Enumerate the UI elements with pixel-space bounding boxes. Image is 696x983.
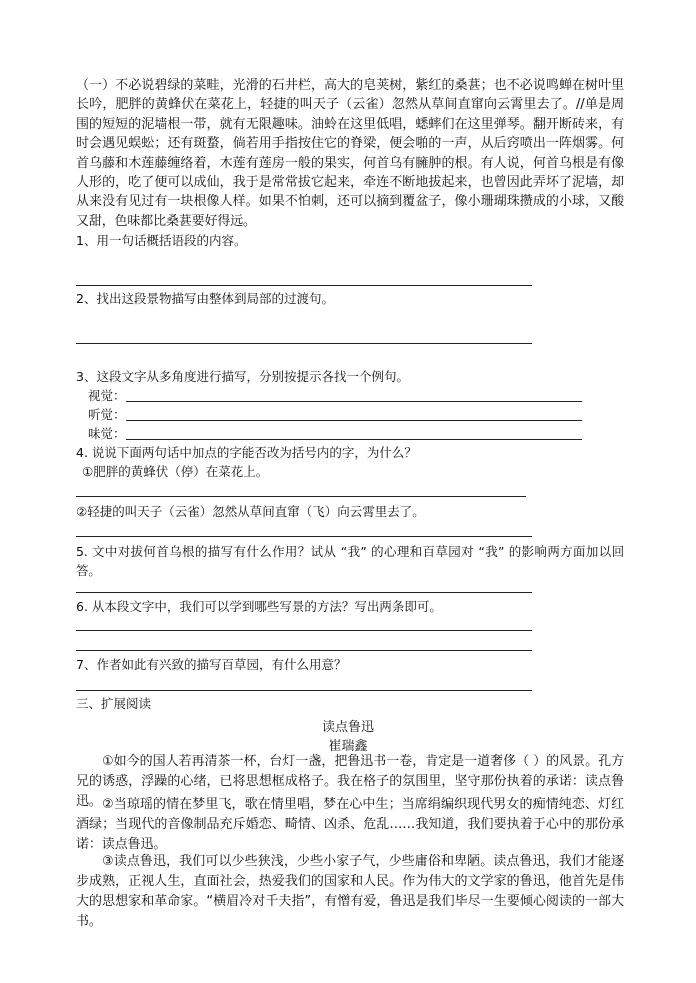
answer-line-4b[interactable] bbox=[76, 536, 532, 537]
article-paragraph-1: ①如今的国人若再清茶一杯，台灯一盏，把鲁迅书一卷，肯定是一道奢侈（ ）的风景。孔方兄的诱惑，浮躁的心绪，已将思想框成格子。我在格子的氛围里，坚守那份执着的承诺：读点鲁迅。 bbox=[76, 754, 624, 809]
answer-line-5[interactable] bbox=[76, 592, 532, 593]
answer-line-7[interactable] bbox=[76, 690, 532, 691]
question-3: 3、这段文字从多角度进行描写，分别按提示各找一个例句。 bbox=[76, 369, 409, 384]
question-7: 7、作者如此有兴致的描写百草园，有什么用意？ bbox=[76, 657, 347, 672]
question-4: 4. 说说下面两句话中加点的字能否改为括号内的字，为什么？ bbox=[76, 445, 417, 460]
section-heading: 三、扩展阅读 bbox=[76, 696, 152, 711]
answer-line-6b[interactable] bbox=[76, 650, 532, 651]
reading-passage: （一）不必说碧绿的菜畦，光滑的石井栏，高大的皂荚树，紫红的桑葚；也不必说鸣蝉在树叶里长吟，肥胖的黄蜂伏在菜花上，轻捷的叫天子（云雀）忽然从草间直窜向云霄里去了。//单是周围的短短的泥墙根一带，就有无限趣味。油蛉在这里低唱，蟋蟀们在这里弹琴。翻开断砖来，有时会遇见蜈蚣；还有斑蝥，倘若用手指按住它的脊梁，便会啪的一声，从后窍喷出一阵烟雾。何首乌藤和木莲藤缠络着，木莲有莲房一般的果实，何首乌有臃肿的根。有人说，何首乌根是有像人形的，吃了便可以成仙，我于是常常拔它起来，牵连不断地拔起来，也曾因此弄坏了泥墙，却从来没有见过有一块根像人样。如果不怕刺，还可以摘到覆盆子，像小珊瑚珠攒成的小球，又酸又甜，色味都比桑葚要好得远。 bbox=[76, 78, 624, 229]
visual-label: 视觉： bbox=[88, 388, 126, 403]
answer-line-4a[interactable] bbox=[76, 496, 526, 497]
question-4-sentence-a: ①肥胖的黄蜂伏（停）在菜花上。 bbox=[82, 464, 269, 479]
question-4-sentence-b: ②轻捷的叫天子（云雀）忽然从草间直窜（飞）向云霄里去了。 bbox=[76, 504, 425, 519]
answer-line-2[interactable] bbox=[76, 343, 532, 344]
article-author: 崔瑞鑫 bbox=[328, 739, 368, 754]
article-title: 读点鲁迅 bbox=[321, 720, 374, 735]
article-paragraph-3: ③读点鲁迅，我们可以少些狭浅，少些小家子气，少些庸俗和卑陋。读点鲁迅，我们才能逐步成熟，正视人生，直面社会，热爱我们的国家和人民。作为伟大的文学家的鲁迅，他首先是伟大的思想家和革命家。“横眉冷对千夫指”，有憎有爱，鲁迅是我们毕尽一生要倾心阅读的一部大书。 bbox=[76, 854, 624, 929]
taste-label: 味觉： bbox=[88, 426, 126, 441]
question-2: 2、找出这段景物描写由整体到局部的过渡句。 bbox=[76, 291, 334, 306]
hearing-answer-line[interactable] bbox=[126, 420, 582, 421]
question-6: 6. 从本段文字中，我们可以学到哪些写景的方法？写出两条即可。 bbox=[76, 599, 442, 614]
visual-answer-line[interactable] bbox=[126, 401, 582, 402]
answer-line-1[interactable] bbox=[76, 285, 532, 286]
taste-answer-line[interactable] bbox=[126, 439, 582, 440]
article-paragraph-2: ②当琼瑶的情在梦里飞，歌在情里唱，梦在心中生；当席绢编织现代男女的痴情纯恋、灯红酒绿；当现代的音像制品充斥婚恋、畸情、凶杀、危乱……我知道，我们要执着于心中的那份承诺：读点鲁迅。 bbox=[76, 797, 624, 852]
answer-line-6a[interactable] bbox=[76, 630, 532, 631]
question-5: 5. 文中对拔何首乌根的描写有什么作用？试从 “我” 的心理和百草园对 “我” 的影响两方面加以回答。 bbox=[76, 544, 624, 579]
hearing-label: 听觉： bbox=[88, 407, 126, 422]
question-1: 1、用一句话概括语段的内容。 bbox=[76, 233, 247, 248]
